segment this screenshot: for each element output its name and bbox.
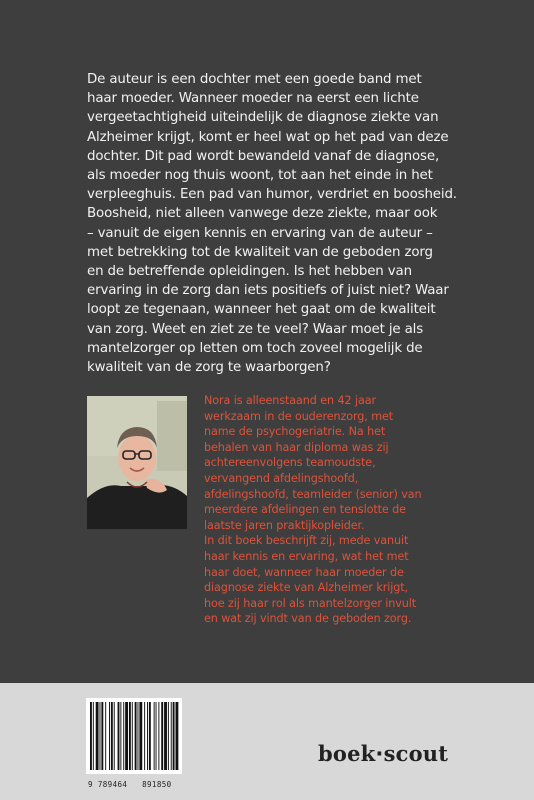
barcode-bars [86,698,182,774]
cover-footer [0,683,534,800]
barcode-bar [156,702,157,770]
barcode-bar [147,702,148,770]
blurb-line: verpleeghuis. Een pad van humor, verdriet en boosheid. [87,187,457,203]
author-bio [204,393,452,627]
bio-line: hoe zij haar rol als mantelzorger invult [204,596,417,610]
blurb-line: Boosheid, niet alleen vanwege deze ziekte, maar ook [87,206,438,222]
barcode-bar [96,702,99,770]
bio-line: laatste jaren praktijkopleider. [204,518,365,532]
barcode-bar [109,702,110,770]
blurb-line: met betrekking tot de kwaliteit van de geboden zorg [87,244,433,260]
barcode-bar [144,702,145,770]
publisher-logo-part2: scout [383,741,449,766]
barcode-bar [176,702,179,770]
blurb-line: De auteur is een dochter met een goede band met [87,72,422,87]
blurb-line: dochter. Dit pad wordt bewandeld vanaf de diagnose, [87,148,440,164]
publisher-logo [318,741,448,766]
barcode-bar [161,702,163,770]
barcode-bar [123,702,124,770]
bio-line: diagnose ziekte van Alzheimer krijgt, [204,581,408,595]
barcode-bar [101,702,103,770]
barcode-bar [111,702,113,770]
blurb-line: als moeder nog thuis woont, tot aan het einde in het [87,168,433,184]
bio-line: werkzaam in de ouderenzorg, met [204,409,394,423]
barcode-bar [132,702,133,770]
bio-line: haar doet, wanneer haar moeder de [204,565,404,579]
barcode-bar [114,702,115,770]
blurb-line: – vanuit de eigen kennis en ervaring van de auteur – [87,225,433,241]
blurb-line: haar moeder. Wanneer moeder na eerst een lichte [87,91,419,107]
barcode-bar [158,702,159,770]
publisher-logo-part1: boek [318,741,376,766]
barcode-bar [120,702,121,770]
author-portrait-illustration [87,396,187,529]
blurb-line: loopt ze tegenaan, wanneer het gaat om de kwaliteit [87,302,436,318]
bio-line: meerdere afdelingen en tenslotte de [204,503,406,517]
barcode-bar [125,702,128,770]
bio-line: behalen van haar diploma was zij [204,440,389,454]
barcode-bar [118,702,120,770]
bio-line: achtereenvolgens teamoudste, [204,456,376,470]
bio-line: Nora is alleenstaand en 42 jaar [204,394,376,407]
barcode-bar [138,702,139,770]
bio-line: vervangend afdelingshoofd, [204,471,359,485]
publisher-logo-separator: · [375,742,384,766]
isbn-barcode [86,698,182,774]
isbn-digits: 9 789464 891850 [88,780,172,789]
blurb-line: ervaring in de zorg dan iets positiefs of juist niet? Waar [87,283,449,299]
barcode-bar [149,702,151,770]
barcode-bar [105,702,106,770]
book-blurb [87,70,457,377]
barcode-bar [154,702,155,770]
barcode-bar [100,702,101,770]
bio-line: en wat zij vindt van de geboden zorg. [204,612,412,626]
barcode-bar [93,702,94,770]
bio-line: haar kennis en ervaring, wat het met [204,549,409,563]
barcode-bar [135,702,137,770]
barcode-bar [168,702,169,770]
blurb-line: van zorg. Weet en ziet ze te veel? Waar moet je als [87,321,424,337]
barcode-bar [90,702,92,770]
bio-line: afdelingshoofd, teamleider (senior) van [204,487,422,501]
blurb-line: vergeetachtigheid uiteindelijk de diagnose ziekte van [87,110,439,126]
bio-line: In dit boek beschrijft zij, mede vanuit [204,534,409,548]
blurb-line: en de betreffende opleidingen. Is het hebben van [87,264,412,280]
barcode-bar [129,702,131,770]
barcode-bar [173,702,175,770]
barcode-bar [139,702,142,770]
bio-line: name de psychogeriatrie. Na het [204,425,386,439]
author-photo [87,396,187,529]
blurb-line: mantelzorger op letten om toch zoveel mogelijk de [87,340,423,356]
blurb-line: kwaliteit van de zorg te waarborgen? [87,360,331,376]
blurb-line: Alzheimer krijgt, komt er heel wat op het pad van deze [87,129,449,145]
barcode-bar [171,702,172,770]
barcode-bar [164,702,167,770]
